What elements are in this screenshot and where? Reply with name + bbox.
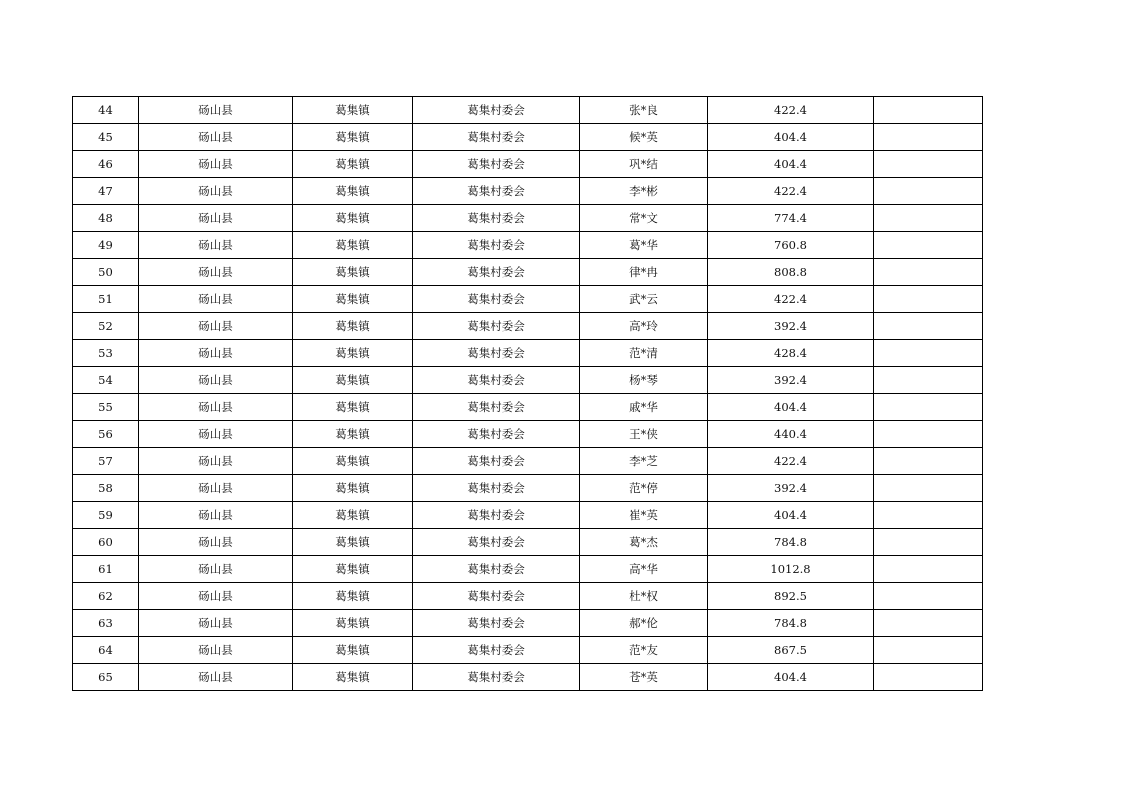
- amount-cell: 422.4: [708, 178, 874, 205]
- amount-cell: 774.4: [708, 205, 874, 232]
- row-number-cell: 64: [73, 637, 139, 664]
- note-cell: [874, 664, 983, 691]
- town-cell: 葛集镇: [293, 448, 413, 475]
- table-row: [73, 124, 983, 151]
- note-cell: [874, 421, 983, 448]
- person-name-cell: 武*云: [580, 286, 708, 313]
- person-name-cell: 高*华: [580, 556, 708, 583]
- village-committee-cell: 葛集村委会: [413, 664, 580, 691]
- village-committee-cell: 葛集村委会: [413, 583, 580, 610]
- row-number-cell: 60: [73, 529, 139, 556]
- table-row: [73, 313, 983, 340]
- table-row: [73, 286, 983, 313]
- table-row: [73, 637, 983, 664]
- note-cell: [874, 475, 983, 502]
- town-cell: 葛集镇: [293, 421, 413, 448]
- note-cell: [874, 151, 983, 178]
- note-cell: [874, 97, 983, 124]
- town-cell: 葛集镇: [293, 529, 413, 556]
- amount-cell: 392.4: [708, 313, 874, 340]
- town-cell: 葛集镇: [293, 583, 413, 610]
- amount-cell: 428.4: [708, 340, 874, 367]
- village-committee-cell: 葛集村委会: [413, 151, 580, 178]
- village-committee-cell: 葛集村委会: [413, 448, 580, 475]
- county-cell: 砀山县: [139, 394, 293, 421]
- person-name-cell: 戚*华: [580, 394, 708, 421]
- table-row: [73, 367, 983, 394]
- note-cell: [874, 367, 983, 394]
- village-committee-cell: 葛集村委会: [413, 502, 580, 529]
- row-number-cell: 58: [73, 475, 139, 502]
- county-cell: 砀山县: [139, 232, 293, 259]
- person-name-cell: 李*芝: [580, 448, 708, 475]
- amount-cell: 867.5: [708, 637, 874, 664]
- note-cell: [874, 529, 983, 556]
- amount-cell: 808.8: [708, 259, 874, 286]
- amount-cell: 392.4: [708, 367, 874, 394]
- county-cell: 砀山县: [139, 529, 293, 556]
- amount-cell: 404.4: [708, 124, 874, 151]
- amount-cell: 422.4: [708, 97, 874, 124]
- village-committee-cell: 葛集村委会: [413, 529, 580, 556]
- person-name-cell: 常*文: [580, 205, 708, 232]
- town-cell: 葛集镇: [293, 124, 413, 151]
- table-row: [73, 502, 983, 529]
- note-cell: [874, 556, 983, 583]
- table-row: [73, 556, 983, 583]
- county-cell: 砀山县: [139, 367, 293, 394]
- row-number-cell: 51: [73, 286, 139, 313]
- village-committee-cell: 葛集村委会: [413, 556, 580, 583]
- note-cell: [874, 232, 983, 259]
- table-row: [73, 664, 983, 691]
- note-cell: [874, 448, 983, 475]
- amount-cell: 440.4: [708, 421, 874, 448]
- table-row: [73, 448, 983, 475]
- row-number-cell: 45: [73, 124, 139, 151]
- table-row: [73, 178, 983, 205]
- county-cell: 砀山县: [139, 259, 293, 286]
- amount-cell: 404.4: [708, 151, 874, 178]
- note-cell: [874, 637, 983, 664]
- amount-cell: 404.4: [708, 502, 874, 529]
- row-number-cell: 48: [73, 205, 139, 232]
- county-cell: 砀山县: [139, 664, 293, 691]
- village-committee-cell: 葛集村委会: [413, 421, 580, 448]
- row-number-cell: 56: [73, 421, 139, 448]
- town-cell: 葛集镇: [293, 205, 413, 232]
- town-cell: 葛集镇: [293, 97, 413, 124]
- county-cell: 砀山县: [139, 286, 293, 313]
- note-cell: [874, 610, 983, 637]
- person-name-cell: 张*良: [580, 97, 708, 124]
- note-cell: [874, 502, 983, 529]
- table-row: [73, 232, 983, 259]
- village-committee-cell: 葛集村委会: [413, 124, 580, 151]
- note-cell: [874, 583, 983, 610]
- table-row: [73, 259, 983, 286]
- person-name-cell: 苍*英: [580, 664, 708, 691]
- person-name-cell: 高*玲: [580, 313, 708, 340]
- row-number-cell: 53: [73, 340, 139, 367]
- person-name-cell: 葛*杰: [580, 529, 708, 556]
- amount-cell: 1012.8: [708, 556, 874, 583]
- note-cell: [874, 286, 983, 313]
- county-cell: 砀山县: [139, 151, 293, 178]
- amount-cell: 422.4: [708, 448, 874, 475]
- county-cell: 砀山县: [139, 556, 293, 583]
- county-cell: 砀山县: [139, 178, 293, 205]
- amount-cell: 760.8: [708, 232, 874, 259]
- row-number-cell: 47: [73, 178, 139, 205]
- village-committee-cell: 葛集村委会: [413, 313, 580, 340]
- town-cell: 葛集镇: [293, 313, 413, 340]
- row-number-cell: 61: [73, 556, 139, 583]
- table-row: [73, 529, 983, 556]
- amount-cell: 784.8: [708, 529, 874, 556]
- table-row: [73, 151, 983, 178]
- village-committee-cell: 葛集村委会: [413, 394, 580, 421]
- row-number-cell: 59: [73, 502, 139, 529]
- person-name-cell: 王*侠: [580, 421, 708, 448]
- amount-cell: 404.4: [708, 664, 874, 691]
- table-row: [73, 394, 983, 421]
- table-row: [73, 583, 983, 610]
- county-cell: 砀山县: [139, 421, 293, 448]
- town-cell: 葛集镇: [293, 367, 413, 394]
- county-cell: 砀山县: [139, 610, 293, 637]
- town-cell: 葛集镇: [293, 259, 413, 286]
- village-committee-cell: 葛集村委会: [413, 232, 580, 259]
- county-cell: 砀山县: [139, 583, 293, 610]
- village-committee-cell: 葛集村委会: [413, 475, 580, 502]
- row-number-cell: 54: [73, 367, 139, 394]
- person-name-cell: 郝*伦: [580, 610, 708, 637]
- note-cell: [874, 340, 983, 367]
- table-body: [73, 97, 983, 691]
- amount-cell: 404.4: [708, 394, 874, 421]
- person-name-cell: 律*冉: [580, 259, 708, 286]
- row-number-cell: 50: [73, 259, 139, 286]
- note-cell: [874, 178, 983, 205]
- table-row: [73, 421, 983, 448]
- note-cell: [874, 259, 983, 286]
- person-name-cell: 巩*结: [580, 151, 708, 178]
- row-number-cell: 57: [73, 448, 139, 475]
- row-number-cell: 49: [73, 232, 139, 259]
- village-committee-cell: 葛集村委会: [413, 367, 580, 394]
- row-number-cell: 52: [73, 313, 139, 340]
- county-cell: 砀山县: [139, 502, 293, 529]
- village-committee-cell: 葛集村委会: [413, 97, 580, 124]
- town-cell: 葛集镇: [293, 232, 413, 259]
- amount-cell: 422.4: [708, 286, 874, 313]
- note-cell: [874, 124, 983, 151]
- county-cell: 砀山县: [139, 340, 293, 367]
- row-number-cell: 46: [73, 151, 139, 178]
- county-cell: 砀山县: [139, 97, 293, 124]
- note-cell: [874, 394, 983, 421]
- county-cell: 砀山县: [139, 448, 293, 475]
- town-cell: 葛集镇: [293, 475, 413, 502]
- town-cell: 葛集镇: [293, 286, 413, 313]
- village-committee-cell: 葛集村委会: [413, 637, 580, 664]
- town-cell: 葛集镇: [293, 394, 413, 421]
- person-name-cell: 李*彬: [580, 178, 708, 205]
- table-row: [73, 610, 983, 637]
- table-row: [73, 97, 983, 124]
- county-cell: 砀山县: [139, 124, 293, 151]
- county-cell: 砀山县: [139, 205, 293, 232]
- amount-cell: 892.5: [708, 583, 874, 610]
- village-committee-cell: 葛集村委会: [413, 610, 580, 637]
- town-cell: 葛集镇: [293, 151, 413, 178]
- town-cell: 葛集镇: [293, 178, 413, 205]
- note-cell: [874, 205, 983, 232]
- town-cell: 葛集镇: [293, 664, 413, 691]
- data-table: [72, 96, 983, 691]
- town-cell: 葛集镇: [293, 556, 413, 583]
- row-number-cell: 63: [73, 610, 139, 637]
- person-name-cell: 候*英: [580, 124, 708, 151]
- table-row: [73, 340, 983, 367]
- village-committee-cell: 葛集村委会: [413, 259, 580, 286]
- village-committee-cell: 葛集村委会: [413, 178, 580, 205]
- note-cell: [874, 313, 983, 340]
- table-row: [73, 205, 983, 232]
- person-name-cell: 范*友: [580, 637, 708, 664]
- row-number-cell: 55: [73, 394, 139, 421]
- row-number-cell: 44: [73, 97, 139, 124]
- person-name-cell: 范*清: [580, 340, 708, 367]
- person-name-cell: 崔*英: [580, 502, 708, 529]
- town-cell: 葛集镇: [293, 340, 413, 367]
- town-cell: 葛集镇: [293, 637, 413, 664]
- person-name-cell: 葛*华: [580, 232, 708, 259]
- village-committee-cell: 葛集村委会: [413, 340, 580, 367]
- amount-cell: 784.8: [708, 610, 874, 637]
- town-cell: 葛集镇: [293, 502, 413, 529]
- person-name-cell: 杜*权: [580, 583, 708, 610]
- row-number-cell: 62: [73, 583, 139, 610]
- village-committee-cell: 葛集村委会: [413, 286, 580, 313]
- county-cell: 砀山县: [139, 637, 293, 664]
- person-name-cell: 杨*琴: [580, 367, 708, 394]
- village-committee-cell: 葛集村委会: [413, 205, 580, 232]
- county-cell: 砀山县: [139, 313, 293, 340]
- table-row: [73, 475, 983, 502]
- county-cell: 砀山县: [139, 475, 293, 502]
- amount-cell: 392.4: [708, 475, 874, 502]
- town-cell: 葛集镇: [293, 610, 413, 637]
- person-name-cell: 范*停: [580, 475, 708, 502]
- row-number-cell: 65: [73, 664, 139, 691]
